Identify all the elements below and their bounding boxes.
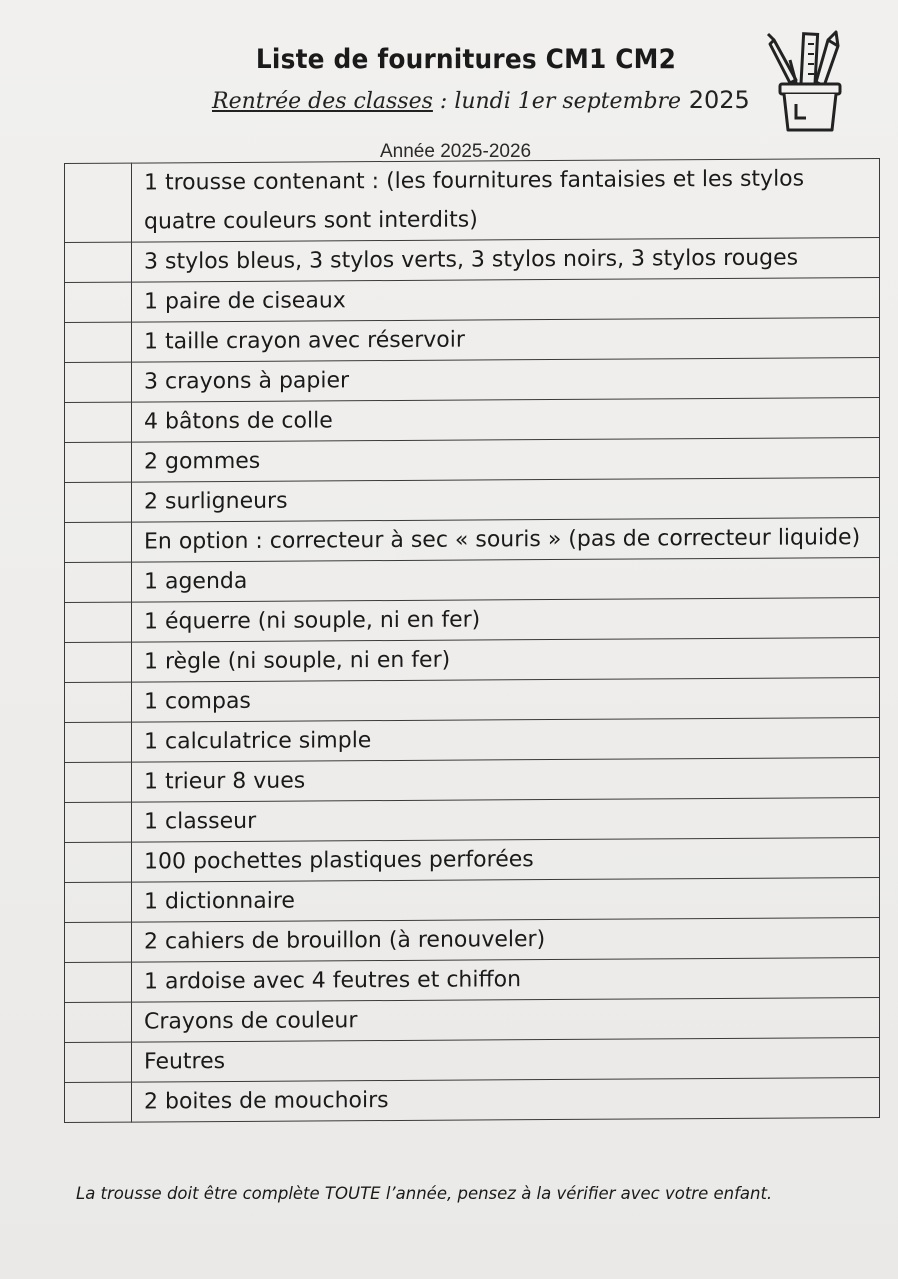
supply-item-label: 1 équerre (ni souple, ni en fer): [132, 598, 880, 643]
supply-item-row: [65, 558, 880, 603]
checkbox-cell[interactable]: [65, 802, 132, 842]
supply-item-row: [65, 238, 880, 283]
supply-item-label: 1 taille crayon avec réservoir: [132, 318, 880, 363]
checkbox-cell[interactable]: [65, 762, 132, 802]
supply-item-row: [65, 398, 880, 443]
checkbox-cell[interactable]: [65, 402, 132, 442]
checkbox-cell[interactable]: [65, 842, 132, 882]
supply-item-label: 1 agenda: [132, 558, 880, 603]
checkbox-cell[interactable]: [65, 322, 132, 362]
checkbox-cell[interactable]: [65, 362, 132, 402]
page-title: Liste de fournitures CM1 CM2: [255, 44, 677, 75]
supply-item-row: [65, 159, 880, 243]
supply-item-row: [65, 918, 880, 963]
supply-item-label: 3 crayons à papier: [132, 358, 880, 403]
checkbox-cell[interactable]: [65, 642, 132, 682]
supply-item-label: 3 stylos bleus, 3 stylos verts, 3 stylos noirs, 3 stylos rouges: [132, 238, 880, 283]
supply-item-row: [65, 718, 880, 763]
supply-item-row: [65, 438, 880, 483]
supply-item-label: 1 trieur 8 vues: [132, 758, 880, 803]
supply-item-row: [65, 998, 880, 1043]
supply-item-label: 2 boites de mouchoirs: [132, 1078, 880, 1123]
checkbox-cell[interactable]: [65, 722, 132, 762]
supply-item-row: [65, 878, 880, 923]
supply-item-label: 100 pochettes plastiques perforées: [132, 838, 880, 883]
checkbox-cell[interactable]: [65, 922, 132, 962]
supply-item-label: 2 gommes: [132, 438, 880, 483]
supply-item-label: 1 règle (ni souple, ni en fer): [132, 638, 880, 683]
supply-item-label: 4 bâtons de colle: [132, 398, 880, 443]
checkbox-cell[interactable]: [65, 163, 132, 242]
school-year: Année 2025-2026: [380, 141, 532, 162]
checkbox-cell[interactable]: [65, 282, 132, 322]
checkbox-cell[interactable]: [65, 242, 132, 282]
supply-item-row: [65, 838, 880, 883]
supply-item-row: [65, 598, 880, 643]
checkbox-cell[interactable]: [65, 562, 132, 602]
checkbox-cell[interactable]: [65, 1082, 132, 1122]
supply-item-row: [65, 478, 880, 523]
supply-item-row: [65, 278, 880, 323]
supply-item-label: 1 trousse contenant : (les fournitures fantaisies et les stylos quatre couleurs sont interdits): [132, 159, 880, 243]
supply-item-label: 1 calculatrice simple: [132, 718, 880, 763]
pencil-cup-icon: [766, 30, 850, 134]
supply-item-label: 1 classeur: [132, 798, 880, 843]
supply-item-label: En option : correcteur à sec « souris » (pas de correcteur liquide): [132, 518, 880, 563]
supply-item-row: [65, 318, 880, 363]
supply-item-row: [65, 958, 880, 1003]
supply-checklist-table: [64, 158, 880, 1123]
subtitle-date: lundi 1er septembre: [454, 89, 682, 114]
checkbox-cell[interactable]: [65, 962, 132, 1002]
checkbox-cell[interactable]: [65, 602, 132, 642]
supply-item-row: [65, 678, 880, 723]
subtitle-separator: :: [432, 89, 455, 114]
supply-item-row: [65, 1038, 880, 1083]
supply-item-row: [65, 358, 880, 403]
checkbox-cell[interactable]: [65, 682, 132, 722]
checkbox-cell[interactable]: [65, 482, 132, 522]
supply-item-row: [65, 1078, 880, 1123]
checkbox-cell[interactable]: [65, 442, 132, 482]
supply-item-label: Feutres: [132, 1038, 880, 1083]
supply-item-row: [65, 518, 880, 563]
checkbox-cell[interactable]: [65, 1042, 132, 1082]
checkbox-cell[interactable]: [65, 882, 132, 922]
supply-item-row: [65, 638, 880, 683]
supply-item-row: [65, 758, 880, 803]
checkbox-cell[interactable]: [65, 522, 132, 562]
supply-item-label: 1 paire de ciseaux: [132, 278, 880, 323]
footer-note: La trousse doit être complète TOUTE l’année, pensez à la vérifier avec votre enfant.: [76, 1184, 773, 1203]
supply-item-label: 1 compas: [132, 678, 880, 723]
supply-item-label: 2 surligneurs: [132, 478, 880, 523]
supply-item-label: 1 ardoise avec 4 feutres et chiffon: [132, 958, 880, 1003]
supply-item-label: 2 cahiers de brouillon (à renouveler): [132, 918, 880, 963]
subtitle-year: 2025: [681, 86, 750, 114]
supply-item-label: Crayons de couleur: [132, 998, 880, 1043]
back-to-school-date: [212, 86, 750, 114]
supply-item-row: [65, 798, 880, 843]
checkbox-cell[interactable]: [65, 1002, 132, 1042]
supply-item-label: 1 dictionnaire: [132, 878, 880, 923]
subtitle-label: Rentrée des classes: [212, 89, 433, 114]
